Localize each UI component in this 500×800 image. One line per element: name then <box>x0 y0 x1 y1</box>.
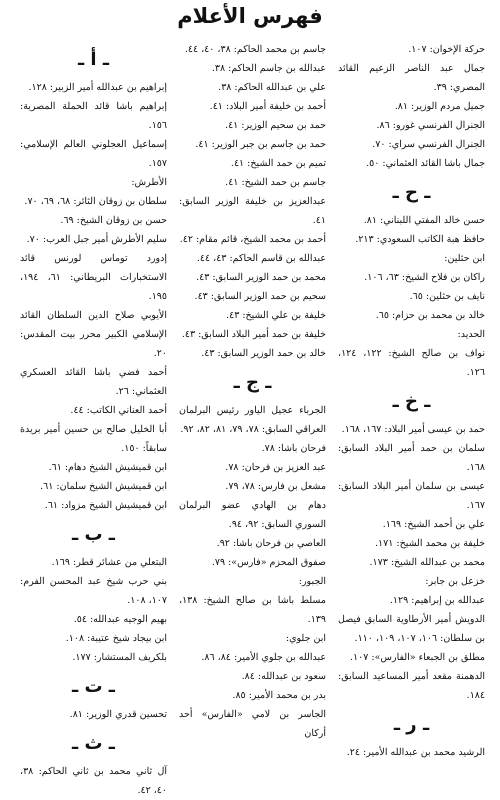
index-entry: محمد بن حمد الوزير السابق: ٤٣. <box>196 272 326 283</box>
index-entry: الدهمنة مقعد أمير المساعيد السابق: ١٨٤. <box>338 671 485 701</box>
index-entry: الجاسر بن لامي «الفارس» أحد أركان <box>179 709 326 739</box>
index-entry: خليفة بن محمد الشيخ: ١٧١. <box>375 538 485 549</box>
index-entry: عبد العزيز بن فرحان: ٧٨. <box>225 462 326 473</box>
letter-heading: ـ أ ـ <box>77 49 109 70</box>
letter-heading: ـ ر ـ <box>393 714 430 735</box>
index-entry: خليفة بن علي الشيخ: ٤٣. <box>226 310 326 321</box>
index-entry: خليفة بن حمد أمير البلاد السابق: ٤٣. <box>181 329 326 340</box>
index-entry: ابن حثلين: <box>444 253 485 264</box>
index-entry: حمد بن جاسم بن جبر الوزير: ٤١. <box>195 139 326 150</box>
index-columns <box>14 40 492 796</box>
index-entry: ابن قميشيش الشيخ دهام: ٦١. <box>48 462 167 473</box>
index-entry: إدورد توماس لورنس قائد الاستخبارات البريطاني: ٦١، ١٩٤، ١٩٥. <box>20 253 167 302</box>
index-entry: عبدالعزيز بن خليفة الوزير السابق: ٤١. <box>179 196 326 226</box>
index-entry: سليم الأطرش أمير جبل العرب: ٧٠. <box>26 234 167 245</box>
index-entry: أبا الخليل صالح بن حسين أمير بريدة سابقاً: ١٥٠. <box>20 424 167 454</box>
index-entry: ابن جلوي: <box>285 633 326 644</box>
index-entry: الحديد: <box>457 329 485 340</box>
index-entry: فرحان باشا: ٧٨. <box>261 443 326 454</box>
index-entry: حسن بن زوقان الشيخ: ٦٩. <box>60 215 167 226</box>
index-entry: مطلق بن الجبعاء «الفارس»: ١٠٧. <box>350 652 485 663</box>
index-entry: حمد بن سحيم الوزير: ٤١. <box>225 120 326 131</box>
index-entry: مسلط باشا بن صالح الشيخ: ١٣٨، ١٣٩. <box>179 595 326 625</box>
index-entry: بني حرب شيخ عبد المحسن الفرم: ١٠٧، ١٠٨. <box>20 576 167 606</box>
index-entry: ابن قميشيش الشيخ مزواد: ٦١. <box>44 500 167 511</box>
index-entry: عبدالله بن إبراهيم: ١٢٩. <box>389 595 485 606</box>
index-entry: إسماعيل العجلوني العالم الإسلامي: ١٥٧. <box>20 139 167 169</box>
index-entry: حركة الإخوان: ١٠٧. <box>408 44 485 55</box>
index-entry: أحمد بن خليفة أمير البلاد: ٤١. <box>209 101 326 112</box>
index-entry: العاصي بن فرحان باشا: ٩٢. <box>216 538 326 549</box>
index-entry: جاسم بن حمد الشيخ: ٤١. <box>225 177 326 188</box>
index-entry: عبدالله بن قاسم الحاكم: ٤٣، ٤٤. <box>196 253 326 264</box>
index-entry: دهام بن الهادي عضو البرلمان السوري السابق: ٩٢، ٩٤. <box>179 500 326 530</box>
index-entry: بهيم الوجيه عبدالله: ٥٤. <box>73 614 167 625</box>
index-entry: أحمد فضي باشا القائد العسكري العثماني: ٢٦. <box>20 367 167 397</box>
letter-heading: ـ ح ـ <box>392 182 431 203</box>
index-column-left <box>332 40 491 758</box>
index-column-middle <box>173 40 332 739</box>
index-entry: ابن بيجاد شيخ عتيبة: ١٠٨. <box>65 633 167 644</box>
index-entry: سلطان بن زوقان الثائر: ٦٨، ٦٩، ٧٠. <box>24 196 167 207</box>
index-entry: جمال عبد الناصر الزعيم القائد المصري: ٣٩. <box>338 63 485 93</box>
index-entry: خالد بن حمد الوزير السابق: ٤٣. <box>201 348 326 359</box>
index-entry: حسن خالد المفتي اللبناني: ٨١. <box>363 215 485 226</box>
index-entry: صفوق المحزم «فارس»: ٧٩. <box>211 557 326 568</box>
index-entry: الجرباء عجيل الياور رئيس البرلمان العراقي السابق: ٧٨، ٧٩، ٨١، ٨٢، ٩٢. <box>179 405 326 435</box>
index-entry: مشعل بن فارس: ٧٨، ٧٩. <box>225 481 326 492</box>
index-entry: بلكريف المستشار: ١٧٧. <box>72 652 167 663</box>
index-entry: راكان بن فلاح الشيخ: ٦٣، ١٠٦. <box>364 272 485 283</box>
index-entry: جاسم بن محمد الحاكم: ٣٨، ٤٠، ٤٤. <box>184 44 326 55</box>
index-entry: علي بن أحمد الشيخ: ١٦٩. <box>382 519 485 530</box>
page-title: فهرس الأعلام <box>177 4 323 28</box>
index-entry: حمد بن عيسى أمير البلاد: ١٦٧، ١٦٨. <box>341 424 485 435</box>
index-entry: تميم بن حمد الشيخ: ٤١. <box>230 158 326 169</box>
index-entry: الدويش أمير الأرطاوية السابق فيصل بن سلطان: ١٠٦، ١٠٧، ١٠٩، ١١٠. <box>338 614 485 644</box>
index-entry: جميل مردم الوزير: ٨١. <box>394 101 485 112</box>
index-entry: سحيم بن حمد الوزير السابق: ٤٣. <box>194 291 326 302</box>
index-entry: الرشيد محمد بن عبدالله الأمير: ٢٤. <box>346 747 485 758</box>
letter-heading: ـ ب ـ <box>72 524 115 545</box>
index-entry: محمد بن عبدالله الشيخ: ١٧٣. <box>369 557 485 568</box>
index-entry: أحمد بن محمد الشيخ، قائم مقام: ٤٢. <box>179 234 326 245</box>
letter-heading: ـ ج ـ <box>233 372 272 393</box>
index-entry: الجنرال الفرنسي غورو: ٨٦. <box>376 120 485 131</box>
index-entry: الجبور: <box>298 576 326 587</box>
index-entry: إبراهيم باشا قائد الحملة المصرية: ١٥٦. <box>20 101 167 131</box>
index-entry: علي بن عبدالله الحاكم: ٣٨. <box>218 82 326 93</box>
index-entry: ابن قميشيش الشيخ سلمان: ٦١. <box>40 481 167 492</box>
index-entry: سعود بن عبدالله: ٨٤. <box>241 671 326 682</box>
index-entry: عبدالله بن جلوي الأمير: ٨٤، ٨٦. <box>201 652 326 663</box>
index-entry: عبدالله بن جاسم الحاكم: ٣٨. <box>211 63 326 74</box>
index-entry: سلمان بن حمد أمير البلاد السابق: ١٦٨. <box>338 443 485 473</box>
index-entry: الجنرال الفرنسي سراي: ٧٠. <box>372 139 485 150</box>
index-entry: الأيوبي صلاح الدين السلطان القائد الإسلامي الكبير محرر بيت المقدس: ٢٠. <box>20 310 167 359</box>
index-entry: خزعل بن جابر: <box>425 576 485 587</box>
index-entry: جمال باشا القائد العثماني: ٥٠. <box>366 158 485 169</box>
letter-heading: ـ خ ـ <box>392 391 431 412</box>
index-entry: آل ثاني محمد بن ثاني الحاكم: ٣٨، ٤٠، ٤٢. <box>20 766 167 796</box>
index-entry: حافظ هبة الكاتب السعودي: ٢١٣. <box>355 234 485 245</box>
index-entry: تحسين قدري الوزير: ٨١. <box>69 709 167 720</box>
index-entry: بدر بن محمد الأمير: ٨٥. <box>232 690 326 701</box>
letter-heading: ـ ث ـ <box>72 733 115 754</box>
index-entry: إبراهيم بن عبدالله أمير الزبير: ١٢٨. <box>28 82 167 93</box>
index-column-right <box>14 40 173 796</box>
index-entry: عيسى بن سلمان أمير البلاد السابق: ١٦٧. <box>338 481 485 511</box>
index-entry: الأطرش: <box>131 177 167 188</box>
letter-heading: ـ ت ـ <box>72 676 115 697</box>
index-entry: خالد بن محمد بن حزام: ٦٥. <box>375 310 485 321</box>
index-entry: نايف بن حثلين: ٦٥. <box>409 291 485 302</box>
index-entry: البتعلي من عشائر قطر: ١٦٩. <box>51 557 167 568</box>
index-entry: أحمد العناني الكاتب: ٤٤. <box>70 405 167 416</box>
index-entry: نواف بن صالح الشيخ: ١٢٢، ١٢٤، ١٢٦. <box>338 348 485 378</box>
